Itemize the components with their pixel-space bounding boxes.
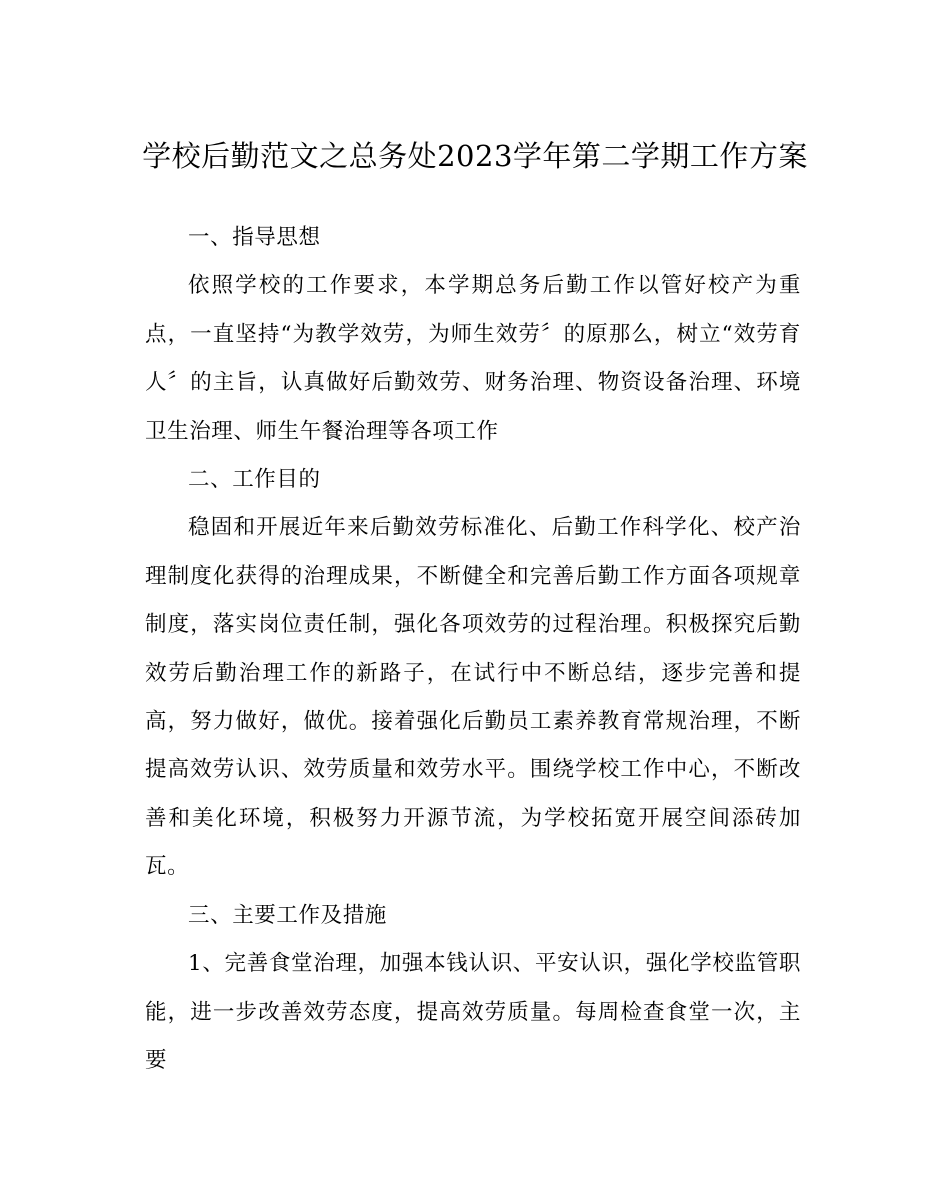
paragraph-main-work-1: 1、完善食堂治理，加强本钱认识、平安认识，强化学校监管职能，进一步改善效劳态度，提高效劳质量。每周检查食堂一次，主要 (145, 951, 801, 1073)
section-heading-main-work: 三、主要工作及措施 (188, 902, 387, 928)
paragraph-work-goals: 稳固和开展近年来后勤效劳标准化、后勤工作科学化、校产治理制度化获得的治理成果，不断健全和完善后勤工作方面各项规章制度，落实岗位责任制，强化各项效劳的过程治理。积极探究后勤效劳后勤治理工作的新路子，在试行中不断总结，逐步完善和提高，努力做好，做优。接着强化后勤员工素养教育常规治理，不断提高效劳认识、效劳质量和效劳水平。围绕学校工作中心，不断改善和美化环境，积极努力开源节流，为学校拓宽开展空间添砖加瓦。 (145, 515, 801, 880)
section-heading-work-goals: 二、工作目的 (188, 467, 321, 493)
document-body (145, 214, 801, 1085)
paragraph-guiding-ideology: 依照学校的工作要求，本学期总务后勤工作以管好校产为重点，一直坚持“为教学效劳，为师生效劳〞的原那么，树立“效劳育人〞的主旨，认真做好后勤效劳、财务治理、物资设备治理、环境卫生治理、师生午餐治理等各项工作 (145, 273, 801, 444)
document-title: 学校后勤范文之总务处2023学年第二学期工作方案 (142, 139, 808, 173)
section-heading-guiding-ideology: 一、指导思想 (188, 225, 321, 250)
